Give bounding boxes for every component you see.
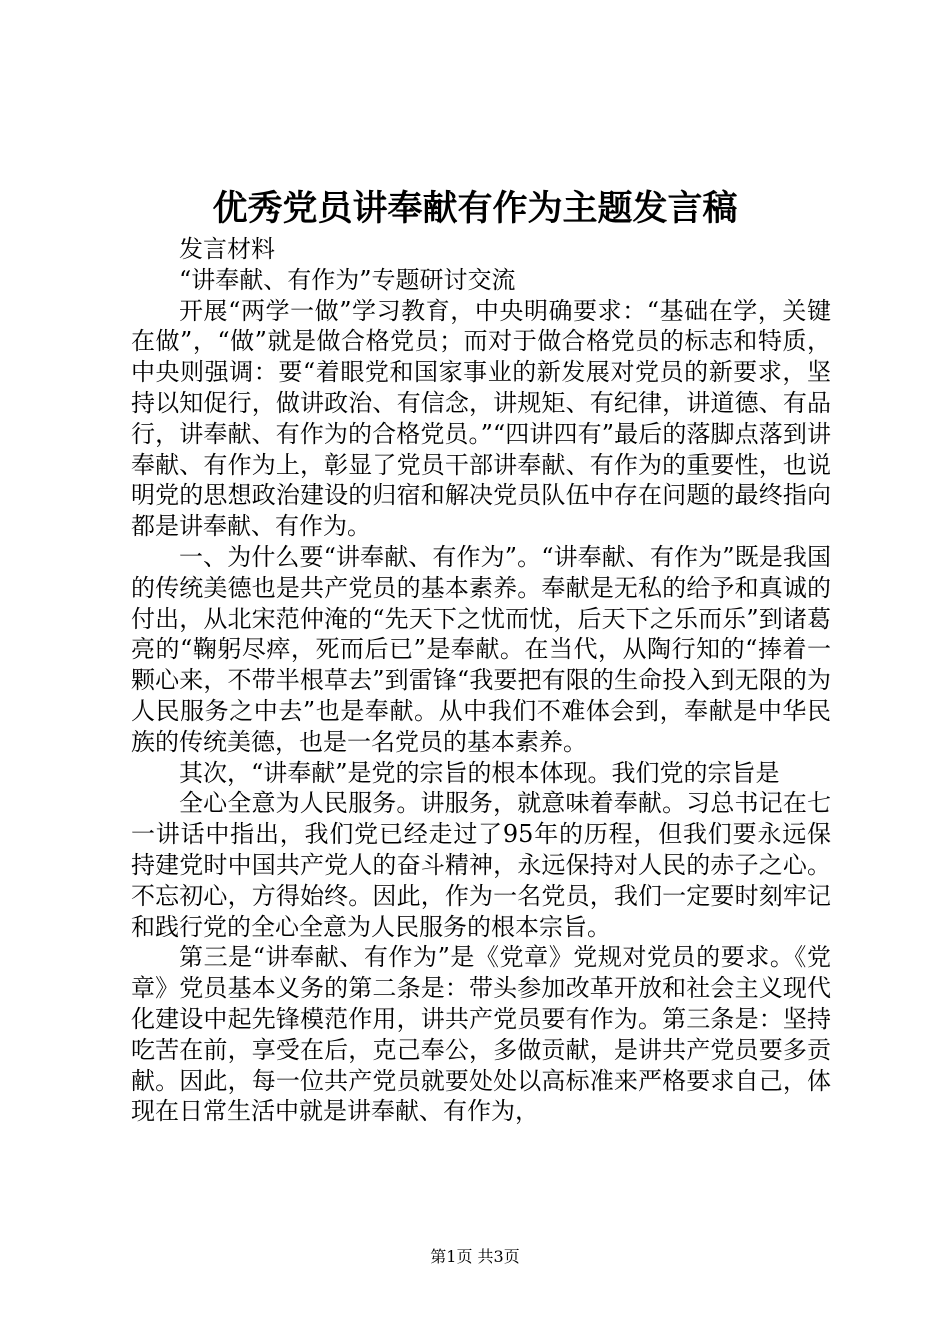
document-body — [131, 234, 831, 1127]
paragraph-third-point: 第三是“讲奉献、有作为”是《党章》党规对党员的要求。《党章》党员基本义务的第二条是：带头参加改革开放和社会主义现代化建设中起先锋模范作用，讲共产党员要有作为。第三条是：坚持吃苦在前，享受在后，克己奉公，多做贡献，是讲共产党员要多贡献。因此，每一位共产党员就要处处以高标准来严格要求自己，体现在日常生活中就是讲奉献、有作为， — [131, 943, 831, 1126]
paragraph-subtitle: “讲奉献、有作为”专题研讨交流 — [179, 265, 516, 294]
paragraph-second-point: 其次，“讲奉献”是党的宗旨的根本体现。我们党的宗旨是 — [179, 758, 780, 787]
page-footer: 第1页 共3页 — [430, 1247, 520, 1266]
paragraph-section-one: 一、为什么要“讲奉献、有作为”。“讲奉献、有作为”既是我国的传统美德也是共产党员的基本素养。奉献是无私的给予和真诚的付出，从北宋范仲淹的“先天下之忧而忧，后天下之乐而乐”到诸葛亮的“鞠躬尽瘁，死而后已”是奉献。在当代，从陶行知的“捧着一颗心来，不带半根草去”到雷锋“我要把有限的生命投入到无限的为人民服务之中去”也是奉献。从中我们不难体会到，奉献是中华民族的传统美德，也是一名党员的基本素养。 — [131, 542, 831, 756]
document-title: 优秀党员讲奉献有作为主题发言稿 — [212, 188, 738, 229]
paragraph-speech-label: 发言材料 — [179, 235, 275, 263]
paragraph-service: 全心全意为人民服务。讲服务，就意味着奉献。习总书记在七一讲话中指出，我们党已经走过了95年的历程，但我们要永远保持建党时中国共产党人的奋斗精神，永远保持对人民的赤子之心。不忘初心，方得始终。因此，作为一名党员，我们一定要时刻牢记和践行党的全心全意为人民服务的根本宗旨。 — [131, 789, 831, 941]
paragraph-intro: 开展“两学一做”学习教育，中央明确要求：“基础在学，关键在做”，“做”就是做合格党员；而对于做合格党员的标志和特质，中央则强调：要“着眼党和国家事业的新发展对党员的新要求，坚持以知促行，做讲政治、有信念，讲规矩、有纪律，讲道德、有品行，讲奉献、有作为的合格党员。”“四讲四有”最后的落脚点落到讲奉献、有作为上，彰显了党员干部讲奉献、有作为的重要性，也说明党的思想政治建设的归宿和解决党员队伍中存在问题的最终指向都是讲奉献、有作为。 — [131, 296, 831, 541]
